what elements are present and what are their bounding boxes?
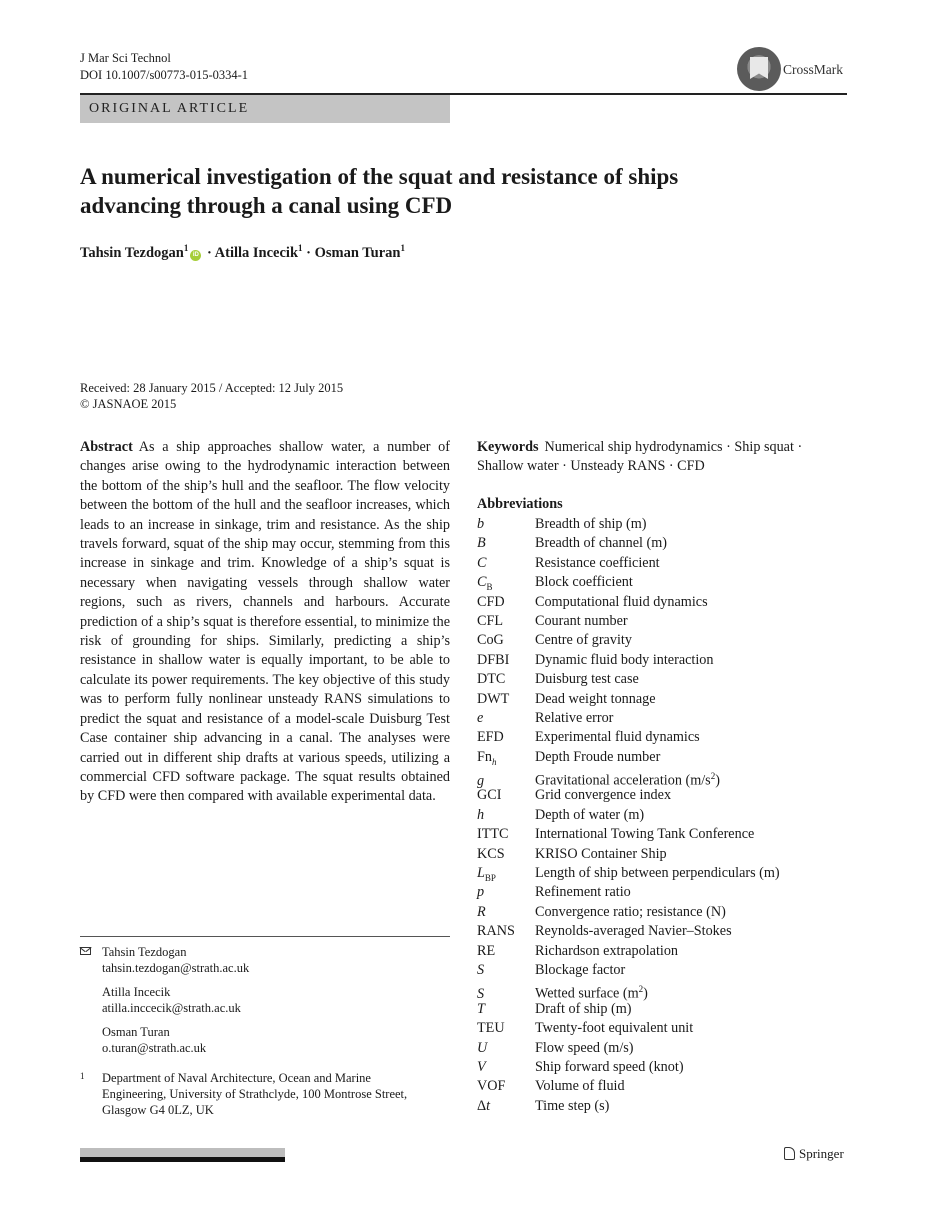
orcid-icon[interactable]: iD <box>190 250 201 261</box>
abbreviation-term: KCS <box>477 845 505 862</box>
abbreviation-row <box>477 748 780 767</box>
abbreviation-definition: Centre of gravity <box>535 632 632 649</box>
abbreviation-definition: Draft of ship (m) <box>535 1000 632 1017</box>
abstract-text: As a ship approaches shallow water, a number of changes arise owing to the hydrodynamic interaction between the bottom of the ship’s hull and the seafloor. The flow velocity between the bottom of the hull and the seafloor increases, which leads to an increase in sinkage, trim and resistance. As the ship travels forward, squat of the ship may occur, stemming from this increase in sinkage and trim. Knowledge of a ship’s squat is necessary when navigating vessels through shallow water regions, such as rivers, channels and harbours. Accurate prediction of a ship’s squat is therefore essential, to minimize the risk of grounding for ships. Similarly, predicting a ship’s resistance in shallow water is equally important, to be able to calculate its power requirements. The key objective of this study was to perform fully nonlinear unsteady RANS simulations to predict the squat and resistance of a model-scale Duisburg Test Case container ship advancing in a canal. The analyses were carried out in different ship drafts at various speeds, utilizing a commercial CFD software package. The squat results obtained by CFD were then compared with available experimental data. <box>80 439 450 805</box>
abbreviation-definition: Resistance coefficient <box>535 554 660 571</box>
footnote-rule <box>80 936 450 937</box>
abbreviation-row <box>477 1019 780 1038</box>
abbreviation-term: S <box>477 961 485 978</box>
abbreviation-row <box>477 534 780 553</box>
abbreviation-definition: Dead weight tonnage <box>535 690 656 707</box>
abbreviation-definition: Grid convergence index <box>535 787 672 804</box>
keywords-text: Numerical ship hydrodynamics · Ship squat · Shallow water · Unsteady RANS · CFD <box>477 439 803 475</box>
abbreviation-term: ITTC <box>477 826 509 843</box>
author-name[interactable]: Osman Turan <box>314 244 401 261</box>
abbreviation-row <box>477 883 780 902</box>
abbreviation-term: C <box>477 554 487 571</box>
abbreviation-term: VOF <box>477 1078 506 1095</box>
contact-email[interactable]: tahsin.tezdogan@strath.ac.uk <box>102 961 250 975</box>
abbreviation-row <box>477 806 780 825</box>
affiliation-line: Department of Naval Architecture, Ocean and Marine <box>102 1071 371 1085</box>
abbreviation-term: g <box>477 772 485 789</box>
abbreviation-row <box>477 825 780 844</box>
abbreviation-term: RE <box>477 942 496 959</box>
abstract-heading: Abstract <box>80 439 133 455</box>
abbreviation-row <box>477 651 780 670</box>
abbreviation-row <box>477 690 780 709</box>
abbreviation-term: RANS <box>477 923 515 940</box>
abbreviation-term: $C_B$ <box>477 574 493 592</box>
abbreviation-definition: Richardson extrapolation <box>535 942 679 959</box>
affiliation-mark: 1 <box>298 243 303 253</box>
abbreviation-term: h <box>477 806 485 823</box>
abbreviation-term: CFD <box>477 593 505 610</box>
abbreviation-term: T <box>477 1000 485 1017</box>
abbreviation-row <box>477 515 780 534</box>
contact-entry <box>102 944 450 976</box>
abbreviation-row <box>477 942 780 961</box>
abbreviation-row <box>477 903 780 922</box>
contact-entry <box>102 1024 450 1056</box>
abbreviation-term: S <box>477 986 485 1003</box>
article-type-band: ORIGINAL ARTICLE <box>80 95 450 123</box>
abbreviation-definition: Ship forward speed (knot) <box>535 1058 684 1075</box>
contact-email[interactable]: atilla.inccecik@strath.ac.uk <box>102 1001 241 1015</box>
journal-name: J Mar Sci Technol <box>80 51 171 65</box>
abbreviation-term: b <box>477 516 485 532</box>
abbreviation-definition: Courant number <box>535 612 628 629</box>
crossmark-icon[interactable] <box>737 47 781 91</box>
abbreviation-definition: Experimental fluid dynamics <box>535 729 700 746</box>
abbreviation-definition: Depth of water (m) <box>535 806 645 823</box>
doi[interactable]: DOI 10.1007/s00773-015-0334-1 <box>80 68 249 82</box>
dates-block <box>80 380 343 412</box>
author-contacts <box>80 944 450 1118</box>
abbreviation-term: $Fn_h$ <box>477 748 497 767</box>
abbreviation-definition: Breadth of channel (m) <box>535 535 667 552</box>
article-title <box>80 162 780 220</box>
contact-email[interactable]: o.turan@strath.ac.uk <box>102 1041 207 1055</box>
abbreviation-row <box>477 554 780 573</box>
abbreviation-term: CoG <box>477 632 504 649</box>
abbreviation-definition: Length of ship between perpendiculars (m) <box>535 865 780 882</box>
abstract <box>80 438 450 807</box>
springer-horse-icon <box>784 1147 795 1160</box>
abbreviation-term: p <box>477 884 485 901</box>
abbreviation-definition: Refinement ratio <box>535 884 631 901</box>
abbreviation-row <box>477 1000 780 1019</box>
abbreviation-row <box>477 631 780 650</box>
abbreviation-row <box>477 922 780 941</box>
abbreviation-term: $L_{BP}$ <box>477 865 496 883</box>
abbreviation-term: TEU <box>477 1020 505 1037</box>
abbreviation-row <box>477 1077 780 1096</box>
abbreviation-definition: Volume of fluid <box>535 1078 625 1095</box>
abbreviation-term: e <box>477 709 484 726</box>
title-line-1: A numerical investigation of the squat and resistance of ships <box>80 164 679 189</box>
abbreviations-table <box>477 515 780 1116</box>
abbreviation-definition: Duisburg test case <box>535 671 639 688</box>
abbreviation-term: DWT <box>477 690 510 707</box>
abbreviation-row <box>477 593 780 612</box>
abbreviation-row <box>477 728 780 747</box>
abbreviation-term: DFBI <box>477 651 510 668</box>
publisher-name: Springer <box>799 1146 844 1161</box>
abbreviation-definition: Blockage factor <box>535 961 626 978</box>
contact-name: Atilla Incecik <box>102 985 171 999</box>
abbreviation-definition: Gravitational acceleration $(m/s^2)$ <box>535 771 720 789</box>
abbreviation-row <box>477 767 780 789</box>
abbreviation-row <box>477 709 780 728</box>
abbreviation-term: CFL <box>477 612 504 629</box>
title-line-2: advancing through a canal using CFD <box>80 193 453 218</box>
abbreviation-definition: Relative error <box>535 709 614 726</box>
abbreviation-definition: Twenty-foot equivalent unit <box>535 1020 694 1037</box>
abbreviation-definition: Time step (s) <box>535 1097 610 1114</box>
abbreviation-row <box>477 1058 780 1077</box>
author-list: Tahsin Tezdogan$^1$iD · Atilla Incecik$^1$ · Osman Turan$^1$ <box>80 243 405 261</box>
footer-bar <box>80 1148 285 1162</box>
abbreviations-heading: Abbreviations <box>477 496 563 512</box>
abbreviation-row <box>477 980 780 1003</box>
abbreviation-term: B <box>477 535 486 552</box>
author-name[interactable]: Atilla Incecik <box>214 244 299 261</box>
keywords-heading: Keywords <box>477 439 539 455</box>
abbreviation-definition: Breadth of ship (m) <box>535 516 647 532</box>
abbreviation-row <box>477 864 780 883</box>
abbreviation-term: DTC <box>477 671 506 688</box>
abbreviation-row <box>477 845 780 864</box>
abbreviation-row <box>477 1097 780 1116</box>
abbreviation-term: U <box>477 1039 488 1056</box>
abbreviation-row <box>477 573 780 592</box>
abbreviation-definition: International Towing Tank Conference <box>535 826 755 843</box>
contact-name: Osman Turan <box>102 1025 170 1039</box>
abbreviation-row <box>477 612 780 631</box>
abbreviation-definition: Depth Froude number <box>535 748 661 765</box>
affiliation <box>80 1070 450 1118</box>
affiliation-mark: 1 <box>400 243 405 253</box>
affiliation-line: Glasgow G4 0LZ, UK <box>102 1103 214 1117</box>
abbreviation-term: R <box>477 903 486 920</box>
publisher-logo <box>784 1146 844 1162</box>
contact-entry <box>102 984 450 1016</box>
affiliation-mark: 1 <box>80 1071 85 1081</box>
abbreviation-term: EFD <box>477 729 504 746</box>
abbreviation-definition: KRISO Container Ship <box>535 845 667 862</box>
envelope-icon <box>80 947 91 955</box>
abbreviation-row <box>477 670 780 689</box>
crossmark-label[interactable]: CrossMark <box>783 62 843 77</box>
contact-name: Tahsin Tezdogan <box>102 945 187 959</box>
abbreviation-definition: Dynamic fluid body interaction <box>535 651 714 668</box>
abbreviation-term: GCI <box>477 787 502 804</box>
abbreviation-row <box>477 961 780 980</box>
abbreviation-definition: Computational fluid dynamics <box>535 593 708 610</box>
abbreviation-definition: Flow speed (m/s) <box>535 1039 634 1056</box>
abbreviation-row <box>477 1039 780 1058</box>
author-name[interactable]: Tahsin Tezdogan <box>80 244 184 261</box>
abbreviation-definition: Convergence ratio; resistance (N) <box>535 903 726 920</box>
copyright: © JASNAOE 2015 <box>80 397 177 411</box>
keywords <box>477 438 847 477</box>
abbreviation-definition: Reynolds-averaged Navier–Stokes <box>535 923 732 940</box>
abbreviation-row <box>477 786 780 805</box>
abbreviation-definition: Wetted surface $(m^2)$ <box>535 984 648 1003</box>
abbreviation-definition: Block coefficient <box>535 574 633 591</box>
received-accepted-dates: Received: 28 January 2015 / Accepted: 12 July 2015 <box>80 381 344 395</box>
affiliation-mark: 1 <box>183 243 189 253</box>
abbreviation-term: V <box>477 1058 486 1075</box>
affiliation-line: Engineering, University of Strathclyde, 100 Montrose Street, <box>102 1087 408 1101</box>
abbreviation-term: Δt <box>477 1097 491 1114</box>
